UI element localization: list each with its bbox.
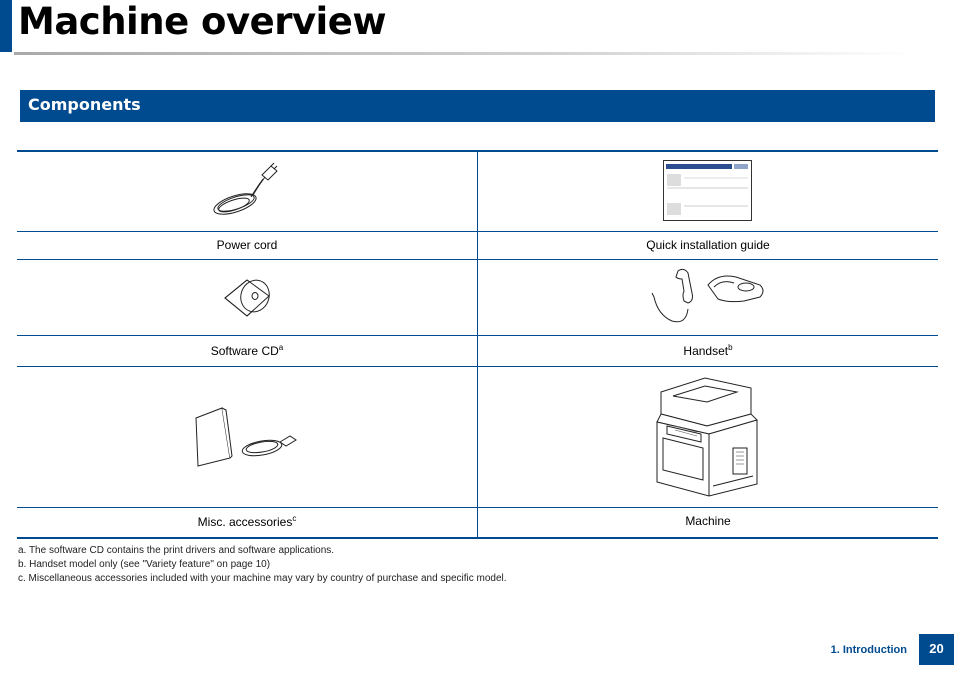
footnote-ref-c: c [292,514,297,524]
header-accent-bar [0,0,12,52]
cd-icon [217,272,277,322]
page-title: Machine overview [18,0,387,43]
image-row [17,151,938,231]
power-cord-label: Power cord [17,231,478,259]
page-number: 20 [919,634,954,665]
label-row [17,231,938,259]
footnote-ref-b: b [728,342,733,352]
image-row [17,259,938,335]
power-cord-image-cell [17,151,478,231]
machine-icon [653,376,763,498]
handset-image-cell [478,259,939,335]
components-table [17,150,938,539]
misc-text: Misc. accessories [197,515,293,530]
footnote-a: a. The software CD contains the print drivers and software applications. [18,545,335,556]
chapter-label: 1. Introduction [830,644,907,656]
footnote-b: b. Handset model only (see "Variety feature" on page 10) [18,559,271,570]
quick-guide-label: Quick installation guide [478,231,939,259]
quick-guide-image-cell [478,151,939,231]
footnote-c: c. Miscellaneous accessories included with your machine may vary by country of purchase and specific model. [18,573,507,584]
software-cd-label [17,335,478,366]
software-cd-image-cell [17,259,478,335]
power-cord-icon [207,161,287,221]
quick-guide-icon [662,159,754,223]
handset-icon [648,265,768,329]
handset-text: Handset [683,343,729,358]
handset-label [478,335,939,366]
title-rule [14,52,914,55]
misc-accessories-icon [192,406,302,468]
label-row [17,335,938,366]
machine-label: Machine [478,507,939,538]
machine-image-cell [478,366,939,507]
software-cd-text: Software CD [210,343,279,358]
image-row [17,366,938,507]
section-header [20,90,935,122]
misc-label [17,507,478,538]
footnotes [18,544,507,586]
label-row [17,507,938,538]
misc-image-cell [17,366,478,507]
footnote-ref-a: a [278,342,284,352]
section-title: Components [28,95,141,114]
